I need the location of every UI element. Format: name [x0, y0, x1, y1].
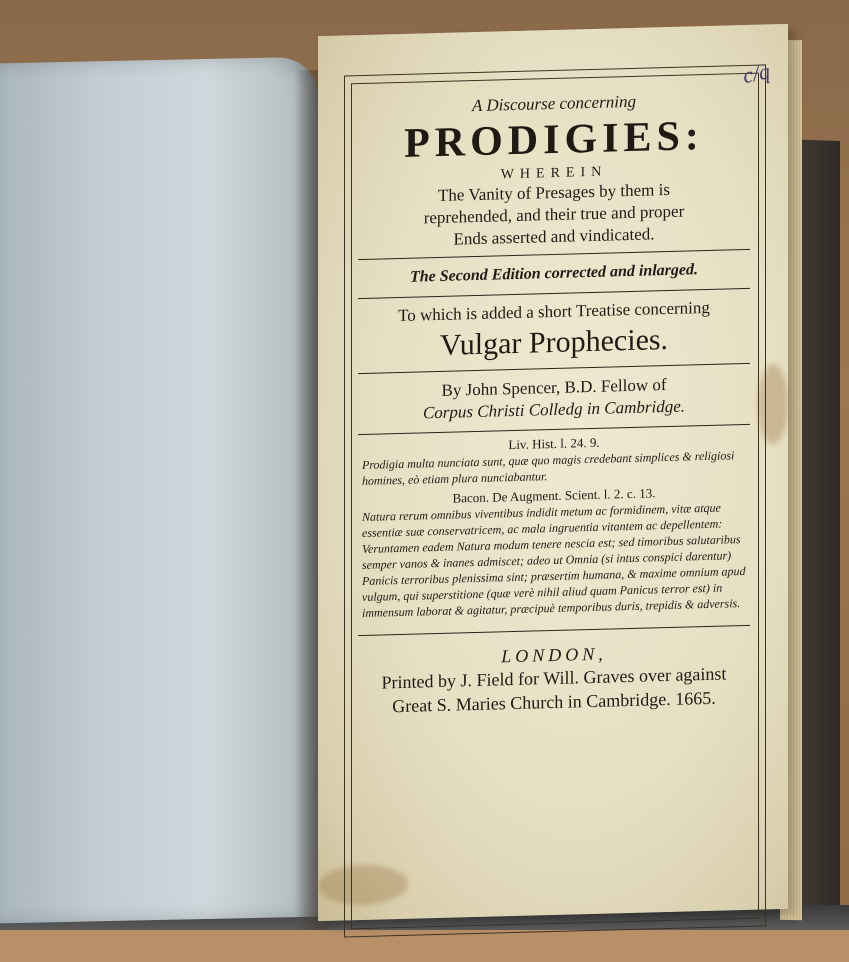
subtitle-line: A Discourse concerning [472, 91, 636, 116]
citation-bacon: Bacon. De Augment. Scient. l. 2. c. 13. [452, 485, 656, 506]
imprint-line: Great S. Maries Church in Cambridge. 1665. [392, 687, 716, 717]
imprint-line: Printed by J. Field for Will. Graves over against [381, 663, 727, 693]
author-name: By John Spencer, B.D. Fellow of [441, 375, 667, 400]
citation-livy: Liv. Hist. l. 24. 9. [508, 434, 600, 453]
divider [358, 625, 750, 636]
description-line: Ends asserted and vindicated. [453, 224, 655, 249]
wherein-label: WHEREIN [500, 164, 608, 183]
author-affiliation: Corpus Christi Colledg in Cambridge. [422, 396, 686, 423]
blank-left-page [0, 57, 318, 924]
description-line: reprehended, and their true and proper [423, 201, 685, 228]
handwritten-shelfmark: c/q [741, 58, 772, 89]
epigraph-livy: Prodigia multa nunciata sunt, quæ quo magis credebant simplices & religiosi homines, eò etiam plura nunciabantur. [362, 448, 735, 489]
description-line: The Vanity of Presages by them is [438, 179, 670, 206]
epigraph-bacon: Natura rerum omnibus viventibus indidit metum ac formidinem, vitæ atque essentiæ suæ conservatricem, ac mala ingruentia vitantem ac depellentem: Veruntamen eadem Natura modum tenere nescia est; sed timoribus salutaribus semper vanos & inanes admiscet; adeo ut Omnia (si intus conspici darentur) Panicis terroribus plenissima sint; præsertim humana, & maxime omnium apud vulgum, qui superstitione (quæ verè nihil aliud quam Panicus terror est) in immensum laborat & agitatur, præcipuè temporibus duris, trepidis & adversis. [362, 500, 746, 621]
title-page-text [358, 85, 750, 719]
imprint-city: LONDON, [501, 643, 607, 667]
author-line [358, 372, 750, 426]
main-title: PRODIGIES: [404, 113, 704, 167]
title-page [318, 24, 788, 921]
treatise-title: Vulgar Prophecies. [439, 322, 669, 362]
treatise-line: To which is added a short Treatise concerning [398, 297, 710, 326]
edition-note: The Second Edition corrected and inlarged. [410, 261, 698, 286]
